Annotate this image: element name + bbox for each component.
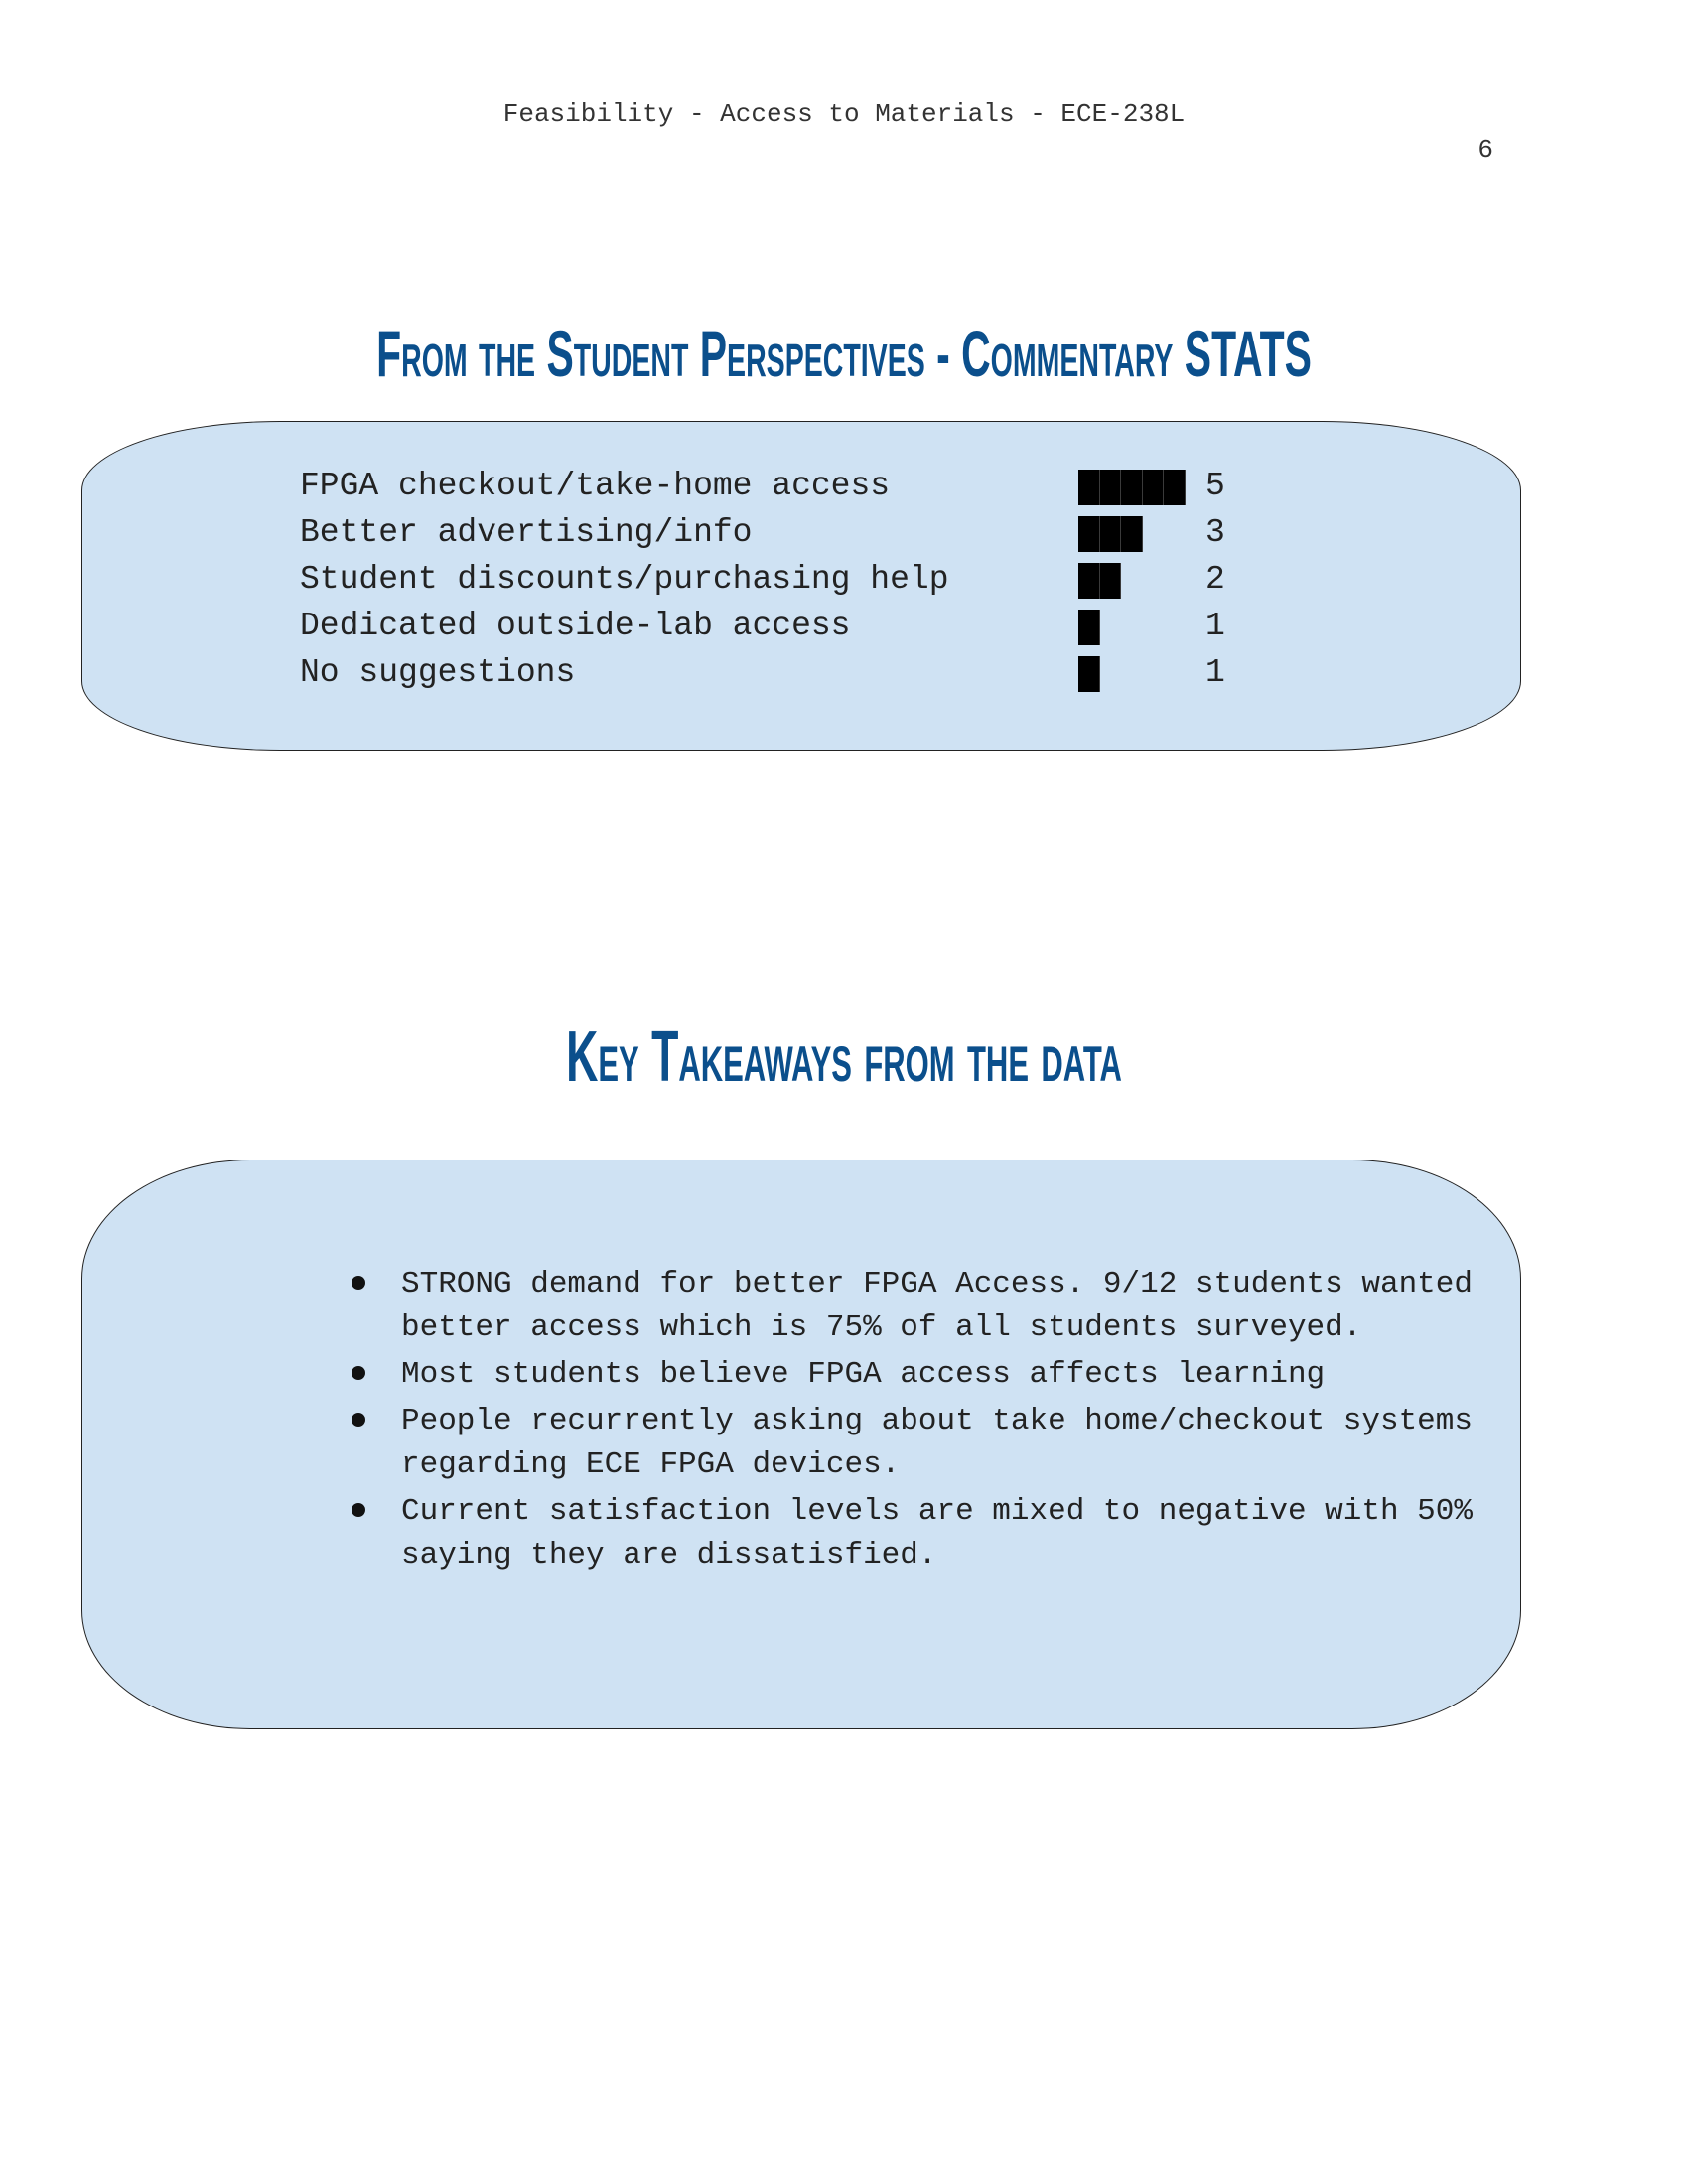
bar-block (1100, 470, 1122, 505)
bullet-text: STRONG demand for better FPGA Access. 9/12 students wanted better access which is 75% of all students surveyed. (401, 1267, 1473, 1345)
list-item (352, 1263, 1493, 1350)
running-header: Feasibility - Access to Materials - ECE-238L (502, 99, 1186, 129)
list-item (352, 1490, 1493, 1577)
stat-label: Student discounts/purchasing help (300, 561, 949, 598)
bullet-text: Most students believe FPGA access affects learning (401, 1357, 1326, 1392)
takeaways-list (352, 1263, 1493, 1580)
list-item (352, 1400, 1493, 1487)
stat-row (300, 463, 1293, 509)
stat-label: Dedicated outside-lab access (300, 608, 851, 644)
stat-count: 1 (1205, 608, 1225, 644)
bar-block (1078, 470, 1100, 505)
bullet-icon (352, 1413, 365, 1427)
bar-block (1078, 563, 1100, 599)
stat-label: FPGA checkout/take-home access (300, 468, 891, 504)
bullet-icon (352, 1276, 365, 1290)
stat-bar (1078, 516, 1143, 552)
stat-count: 1 (1205, 654, 1225, 691)
bar-block (1143, 470, 1165, 505)
stat-row (300, 509, 1293, 556)
bullet-icon (352, 1503, 365, 1517)
stats-heading: From the Student Perspectives - Commentary STATS (376, 317, 1312, 390)
stat-bar (1078, 563, 1121, 599)
bar-block (1078, 656, 1100, 692)
stat-count: 5 (1205, 468, 1225, 504)
stat-bar (1078, 610, 1100, 645)
bar-block (1121, 470, 1143, 505)
list-item (352, 1353, 1493, 1397)
stat-label: Better advertising/info (300, 514, 753, 551)
page-number: 6 (1477, 135, 1493, 165)
bar-block (1100, 516, 1122, 552)
takeaways-heading: Key Takeaways from the data (566, 1018, 1122, 1097)
bullet-text: Current satisfaction levels are mixed to negative with 50% saying they are dissatisfied. (401, 1494, 1473, 1572)
stat-label: No suggestions (300, 654, 576, 691)
bar-block (1121, 516, 1143, 552)
stat-bar (1078, 656, 1100, 692)
stat-count: 3 (1205, 514, 1225, 551)
bar-block (1164, 470, 1186, 505)
bar-block (1078, 516, 1100, 552)
bar-block (1078, 610, 1100, 645)
stat-count: 2 (1205, 561, 1225, 598)
stat-bar (1078, 470, 1186, 505)
stat-row (300, 603, 1293, 649)
stat-row (300, 556, 1293, 603)
stat-row (300, 649, 1293, 696)
bar-block (1100, 563, 1122, 599)
bullet-text: People recurrently asking about take home/checkout systems regarding ECE FPGA devices. (401, 1404, 1473, 1482)
bullet-icon (352, 1366, 365, 1380)
